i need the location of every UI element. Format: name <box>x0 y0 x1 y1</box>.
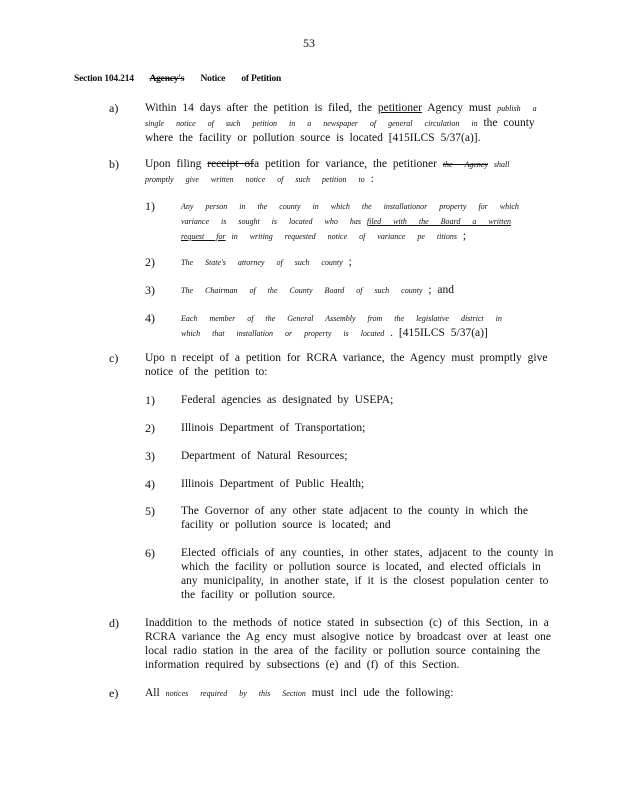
item-c4-text <box>181 477 364 491</box>
text: local radio station in the area of the facility or pollution source containing the <box>145 645 541 657</box>
page-number: 53 <box>303 36 315 50</box>
small-italic-text: variance is sought is located who has <box>181 217 361 226</box>
text: any municipality, in another state, if it is the closest population center to <box>181 575 549 587</box>
text: . [415ILCS 5/37(a)] <box>390 327 488 339</box>
section-title-part-2: of Petition <box>241 74 282 84</box>
text: The Governor of any other state adjacent to the county in which the <box>181 505 529 517</box>
text: Illinois Department of Public Health; <box>181 478 365 490</box>
text: ; <box>348 256 352 268</box>
small-italic-text: notices required by this Section <box>165 689 306 698</box>
item-b2-label: 2) <box>145 255 155 269</box>
text: Upo n receipt of a petition for RCRA variance, the Agency must promptly give <box>145 352 548 364</box>
text: notice of the petition to: <box>145 366 268 378</box>
item-c2-label: 2) <box>145 421 155 435</box>
text: ; <box>462 230 467 242</box>
text: Within 14 days after the petition is filed, the <box>145 102 372 114</box>
subsection-b-label: b) <box>109 157 119 171</box>
text: facility or pollution source is located; and <box>181 519 391 531</box>
item-b4-label: 4) <box>145 311 155 325</box>
small-italic-text: in writing requested notice of variance pe titions <box>231 232 457 241</box>
subsection-d-label: d) <box>109 616 119 630</box>
subsection-e-text <box>145 686 453 701</box>
item-c5-label: 5) <box>145 504 155 518</box>
item-b3-label: 3) <box>145 283 155 297</box>
inserted-italic-text: request for <box>181 232 226 241</box>
inserted-text: petitioner <box>377 102 422 114</box>
subsection-a-label: a) <box>109 101 119 115</box>
subsection-c-text <box>145 351 547 379</box>
text: the facility or pollution source. <box>181 589 336 601</box>
item-c1-text <box>181 393 393 407</box>
struck-title-word: Agency's <box>149 74 185 84</box>
subsection-b-text <box>145 157 509 187</box>
text: Department of Natural Resources; <box>181 450 348 462</box>
subsection-c-label: c) <box>109 351 119 365</box>
item-b3-text <box>181 283 454 298</box>
small-italic-text: single notice of such petition in a newspaper of general circulation in <box>145 119 478 128</box>
text: Upon filing <box>145 158 202 170</box>
item-c2-text <box>181 421 365 435</box>
text: a petition for variance, the petitioner <box>253 158 437 170</box>
text: Federal agencies as designated by USEPA; <box>181 394 394 406</box>
item-b2-text <box>181 255 352 270</box>
subsection-e-label: e) <box>109 686 119 700</box>
small-italic-text: Any person in the county in which the installationor property for which <box>181 202 519 211</box>
text: Inaddition to the methods of notice stated in subsection (c) of this Section, in a <box>145 617 549 629</box>
item-b4-text <box>181 311 502 341</box>
text: Agency must <box>427 102 492 114</box>
item-c4-label: 4) <box>145 477 155 491</box>
text: ; and <box>428 284 455 296</box>
deleted-text: receipt of <box>207 158 254 170</box>
item-b1-text <box>181 199 519 244</box>
text: All <box>145 687 160 699</box>
small-italic-text: which that installation or property is located <box>181 329 385 338</box>
subsection-d-text <box>145 616 551 672</box>
small-italic-text: publish a <box>497 104 537 113</box>
small-italic-text: The Chairman of the County Board of such county <box>181 286 423 295</box>
item-c5-text <box>181 504 528 532</box>
text: Elected officials of any counties, in other states, adjacent to the county in <box>181 547 554 559</box>
text: the county <box>483 117 535 129</box>
inserted-italic-text: filed with the Board a written <box>366 217 512 226</box>
small-italic-text: shall <box>493 160 510 169</box>
text: must incl ude the following: <box>311 687 454 699</box>
item-c1-label: 1) <box>145 393 155 407</box>
section-number: Section 104.214 <box>74 74 134 84</box>
item-c3-text <box>181 449 347 463</box>
deleted-italic-text: the Agency <box>442 160 488 169</box>
section-heading <box>74 74 295 84</box>
text: RCRA variance the Ag ency must alsogive notice by broadcast over at least one <box>145 631 551 643</box>
subsection-a-text <box>145 101 537 145</box>
small-italic-text: promptly give written notice of such petition to <box>145 175 365 184</box>
text: information required by subsections (e) and (f) of this Section. <box>145 659 460 671</box>
text: where the facility or pollution source is located [415ILCS 5/37(a)]. <box>145 132 481 144</box>
section-title-part-1: Notice <box>200 74 226 84</box>
text: : <box>370 173 374 185</box>
item-c6-text <box>181 546 553 602</box>
small-italic-text: Each member of the General Assembly from the legislative district in <box>181 314 502 323</box>
item-c6-label: 6) <box>145 546 155 560</box>
text: Illinois Department of Transportation; <box>181 422 366 434</box>
item-c3-label: 3) <box>145 449 155 463</box>
text: which the facility or pollution source is located, and elected officials in <box>181 561 541 573</box>
item-b1-label: 1) <box>145 199 155 213</box>
small-italic-text: The State's attorney of such county <box>181 258 343 267</box>
